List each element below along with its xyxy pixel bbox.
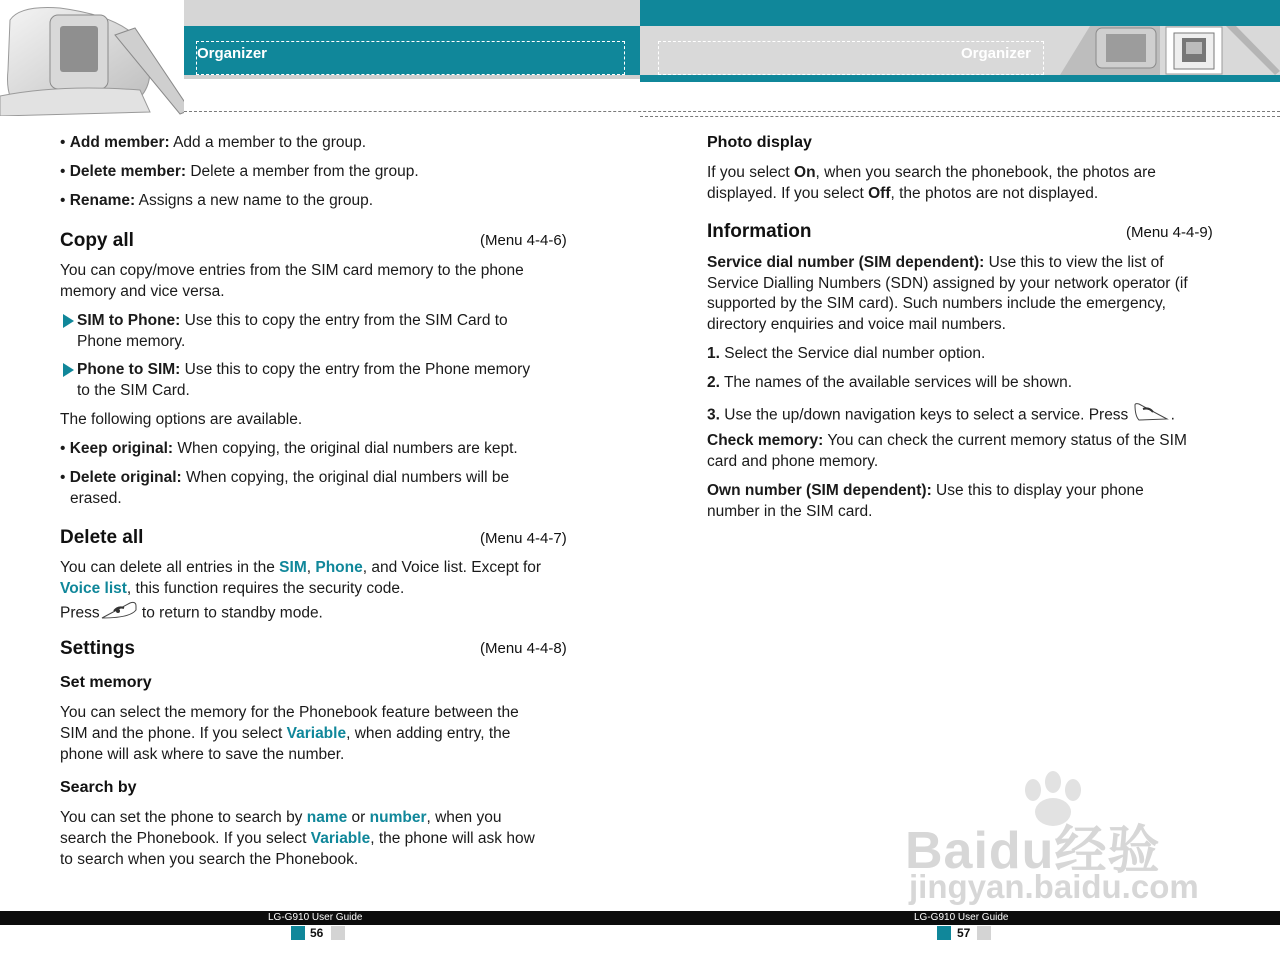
sdn-line-3: supported by the SIM card). Such numbers include the emergency, xyxy=(707,295,1166,312)
page-number-right: 57 xyxy=(957,926,971,940)
menu-ref-settings: (Menu 4-4-8) xyxy=(480,640,567,657)
section-title-information: Information xyxy=(707,221,812,242)
check-memory-line-2: card and phone memory. xyxy=(707,453,879,470)
page-marker-grey-right xyxy=(977,926,991,940)
page-marker-teal-right xyxy=(937,926,951,940)
right-header-phone-illustration xyxy=(1050,26,1280,75)
sim-to-phone-item-cont: Phone memory. xyxy=(77,333,186,350)
section-title-settings: Settings xyxy=(60,638,135,659)
header-grey-band-left xyxy=(184,0,640,26)
sim-to-phone-item: SIM to Phone: Use this to copy the entry from the SIM Card to xyxy=(77,312,508,329)
menu-ref-delete-all: (Menu 4-4-7) xyxy=(480,530,567,547)
bullet-delete-original-cont: erased. xyxy=(70,490,122,507)
header-teal-band-right xyxy=(640,0,1280,26)
header-dashed-rule xyxy=(184,111,1280,112)
menu-ref-copy-all: (Menu 4-4-6) xyxy=(480,232,567,249)
bullet-delete-original: • Delete original: When copying, the original dial numbers will be xyxy=(60,469,510,486)
footer-guide-left: LG-G910 User Guide xyxy=(268,912,363,923)
left-header-phone-illustration xyxy=(0,0,184,116)
footer-guide-right: LG-G910 User Guide xyxy=(914,912,1009,923)
end-key-icon xyxy=(100,600,138,627)
menu-ref-information: (Menu 4-4-9) xyxy=(1126,224,1213,241)
section-title-delete-all: Delete all xyxy=(60,527,144,548)
subsection-title-photo-display: Photo display xyxy=(707,134,812,151)
flip-phone-icon xyxy=(0,0,184,116)
delete-all-line-3: Press to return to standby mode. xyxy=(60,600,323,627)
photo-display-line-1: If you select On, when you search the phonebook, the photos are xyxy=(707,164,1156,181)
set-memory-line-2: SIM and the phone. If you select Variable, when adding entry, the xyxy=(60,725,511,742)
bullet-delete-member: • Delete member: Delete a member from the group. xyxy=(60,163,419,180)
page-marker-teal-left xyxy=(291,926,305,940)
header-title-left: Organizer xyxy=(197,45,268,62)
watermark-logo xyxy=(905,770,1205,910)
watermark-line-1: Baidu经验 xyxy=(905,822,1161,880)
header-dashed-rule-2 xyxy=(640,116,1280,117)
phone-to-sim-item-cont: to the SIM Card. xyxy=(77,382,190,399)
bullet-keep-original: • Keep original: When copying, the original dial numbers are kept. xyxy=(60,440,518,457)
search-by-line-2: search the Phonebook. If you select Variable, the phone will ask how xyxy=(60,830,535,847)
step-1: 1. Select the Service dial number option. xyxy=(707,345,986,362)
subsection-title-search-by: Search by xyxy=(60,779,137,796)
delete-all-line-2: Voice list, this function requires the security code. xyxy=(60,580,405,597)
phone-to-sim-item: Phone to SIM: Use this to copy the entry from the Phone memory xyxy=(77,361,531,378)
page-number-left: 56 xyxy=(310,926,324,940)
bullet-add-member: • Add member: Add a member to the group. xyxy=(60,134,367,151)
footer-bar xyxy=(0,911,1280,925)
phonebook-phone-icon xyxy=(1050,26,1280,75)
header-title-right: Organizer xyxy=(961,45,1032,62)
sdn-line-4: directory enquiries and voice mail numbers. xyxy=(707,316,1006,333)
header-strip-left xyxy=(184,75,640,79)
search-by-line-1: You can set the phone to search by name or number, when you xyxy=(60,809,502,826)
own-number-line-1: Own number (SIM dependent): Use this to display your phone xyxy=(707,482,1144,499)
options-intro: The following options are available. xyxy=(60,411,303,428)
own-number-line-2: number in the SIM card. xyxy=(707,503,873,520)
send-key-icon xyxy=(1133,402,1171,429)
check-memory-line-1: Check memory: You can check the current memory status of the SIM xyxy=(707,432,1187,449)
photo-display-line-2: displayed. If you select Off, the photos are not displayed. xyxy=(707,185,1099,202)
page-marker-grey-left xyxy=(331,926,345,940)
sdn-line-2: Service Dialling Numbers (SDN) assigned by your network operator (if xyxy=(707,275,1188,292)
bullet-triangle-icon xyxy=(63,314,74,328)
copy-all-intro-1: You can copy/move entries from the SIM card memory to the phone xyxy=(60,262,524,279)
set-memory-line-1: You can select the memory for the Phonebook feature between the xyxy=(60,704,519,721)
step-3: 3. Use the up/down navigation keys to select a service. Press . xyxy=(707,402,1175,429)
search-by-line-3: to search when you search the Phonebook. xyxy=(60,851,359,868)
sdn-line-1: Service dial number (SIM dependent): Use this to view the list of xyxy=(707,254,1164,271)
set-memory-line-3: phone will ask where to save the number. xyxy=(60,746,345,763)
watermark-line-2: jingyan.baidu.com xyxy=(909,868,1199,905)
bullet-rename: • Rename: Assigns a new name to the group. xyxy=(60,192,374,209)
header-strip-right xyxy=(640,75,1280,82)
bullet-triangle-icon xyxy=(63,363,74,377)
subsection-title-set-memory: Set memory xyxy=(60,674,152,691)
copy-all-intro-2: memory and vice versa. xyxy=(60,283,225,300)
delete-all-line-1: You can delete all entries in the SIM, Phone, and Voice list. Except for xyxy=(60,559,542,576)
section-title-copy-all: Copy all xyxy=(60,230,134,251)
step-2: 2. The names of the available services will be shown. xyxy=(707,374,1073,391)
